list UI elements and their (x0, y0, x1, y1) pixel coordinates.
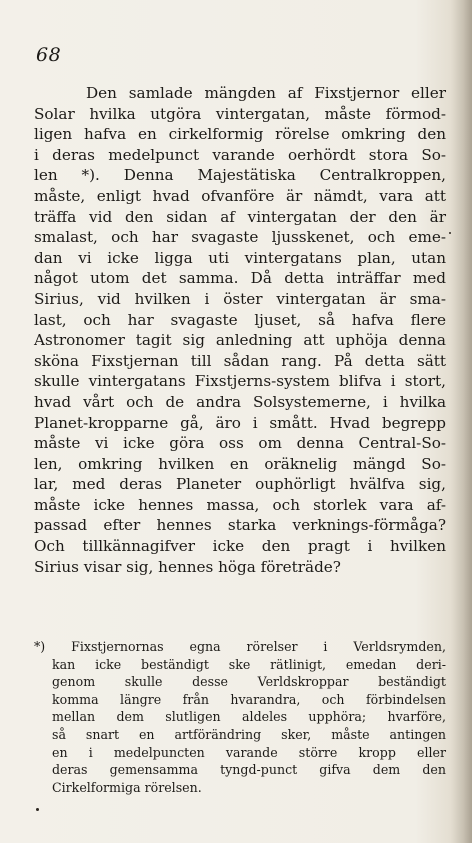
footnote-line: en i medelpuncten varande större kropp eller (52, 744, 446, 760)
footnote-line: deras gemensamma tyngd-punct gifva dem den (52, 762, 446, 778)
footnote-line: så snart en artförändring sker, måste antingen (52, 726, 446, 742)
text-line: smalast, och har svagaste ljusskenet, och eme- (34, 228, 446, 247)
text-line: last, och har svagaste ljuset, så hafva flere (34, 310, 446, 329)
ink-speck (36, 808, 39, 811)
footnote-line: komma längre från hvarandra, och förbindelsen (52, 691, 446, 707)
text-line: hvad vårt och de andra Solsystemerne, i hvilka (34, 392, 446, 411)
text-line: Sirius visar sig, hennes höga företräde? (34, 557, 341, 576)
text-line: måste vi icke göra oss om denna Central-So- (34, 434, 446, 453)
text-line: Planet-kropparne gå, äro i smått. Hvad begrepp (34, 413, 446, 432)
text-line: Och tillkännagifver icke den pragt i hvilken (34, 537, 446, 556)
text-line: Astronomer tagit sig anledning att uphöja denna (34, 331, 446, 350)
text-line: dan vi icke ligga uti vintergatans plan, utan (34, 248, 446, 267)
footnote (34, 638, 446, 796)
text-line: måste, enligt hvad ofvanföre är nämdt, vara att (34, 186, 446, 205)
ink-speck (449, 232, 451, 234)
text-line: i deras medelpunct varande oerhördt stora So- (34, 145, 446, 164)
text-line: träffa vid den sidan af vintergatan der den är (34, 207, 446, 226)
text-line: passad efter hennes starka verknings-förmåga? (34, 516, 446, 535)
footnote-line: *) Fixstjernornas egna rörelser i Verldsrymden, (34, 639, 446, 654)
page-edge-shadow (450, 0, 472, 843)
text-line: något utom det samma. Då detta inträffar med (34, 269, 446, 288)
text-line: sköna Fixstjernan till sådan rang. På detta sätt (34, 351, 446, 370)
text-line: Den samlade mängden af Fixstjernor eller (86, 84, 446, 102)
footnote-line: mellan dem slutligen aldeles upphöra; hvarföre, (52, 709, 446, 725)
page-number: 68 (36, 44, 62, 66)
text-line: måste icke hennes massa, och storlek vara af- (34, 495, 446, 514)
text-line: len *). Denna Majestätiska Centralkroppen, (34, 166, 446, 185)
text-line: Solar hvilka utgöra vintergatan, måste förmod- (34, 104, 446, 123)
footnote-line: Cirkelformiga rörelsen. (52, 779, 202, 795)
footnote-line: genom skulle desse Verldskroppar beständigt (52, 674, 446, 690)
text-line: len, omkring hvilken en oräknelig mängd So- (34, 454, 446, 473)
text-line: lar, med deras Planeter ouphörligt hvälfva sig, (34, 475, 446, 494)
main-text (34, 83, 446, 577)
footnote-line: kan icke beständigt ske rätlinigt, emedan deri- (52, 656, 446, 672)
text-line: Sirius, vid hvilken i öster vintergatan är sma- (34, 289, 446, 308)
text-line: skulle vintergatans Fixstjerns-system blifva i stort, (34, 372, 446, 391)
text-line: ligen hafva en cirkelformig rörelse omkring den (34, 125, 446, 144)
